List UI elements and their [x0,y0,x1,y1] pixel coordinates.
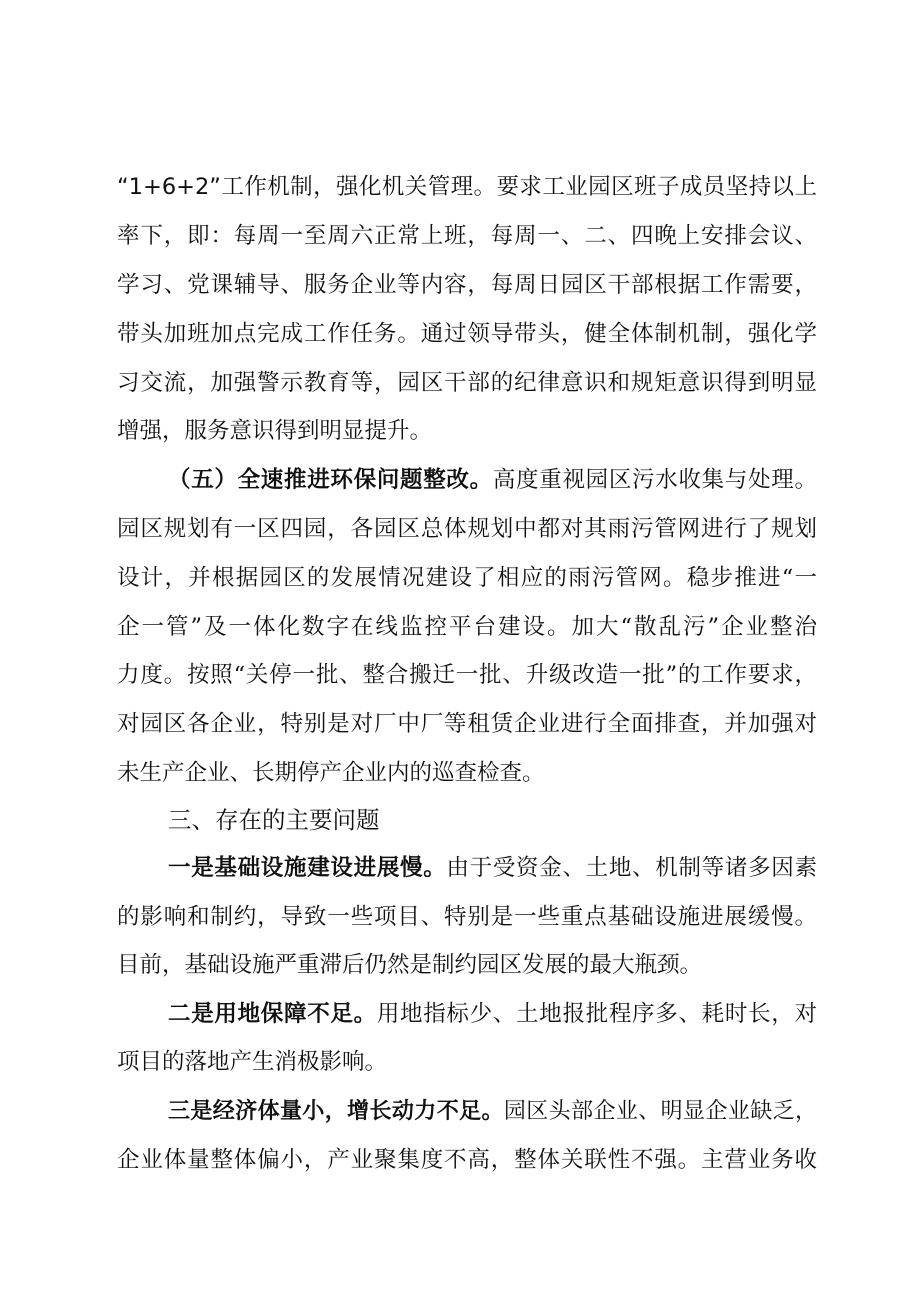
para2-line6: 对园区各企业，特别是对厂中厂等租赁企业进行全面排查，并加强对 [117,711,817,737]
issue3-line1-text: 园区头部企业、明显企业缺乏， [503,1099,817,1124]
issue1-heading: 一是基础设施建设进展慢。 [168,855,447,881]
issue2-line1 [168,999,817,1029]
para2-line3: 设计，并根据园区的发展情况建设了相应的雨污管网。稳步推进“一 [117,565,817,591]
issue2-line1-text: 用地指标少、土地报批程序多、耗时长，对 [376,1001,817,1027]
issue3-line1 [168,1096,817,1127]
para2-line1 [168,465,817,495]
para2-line1-text: 高度重视园区污水收集与处理。 [492,467,817,493]
issue1-line3: 目前，基础设施严重滞后仍然是制约园区发展的最大瓶颈。 [117,952,703,978]
issue3-heading: 三是经济体量小，增长动力不足。 [168,1098,504,1124]
para1-line2: 率下，即：每周一至周六正常上班，每周一、二、四晚上安排会议、 [117,223,817,249]
issue1-line1-text: 由于受资金、土地、机制等诸多因素 [446,855,817,881]
issue1-line2: 的影响和制约，导致一些项目、特别是一些重点基础设施进展缓慢。 [117,904,817,930]
para1-mechanism-code: “1+6+2” [117,174,221,200]
para2-line4: 企一管”及一体化数字在线监控平台建设。加大“散乱污”企业整治 [117,614,817,640]
issue3-line2: 企业体量整体偏小，产业聚集度不高，整体关联性不强。主营业务收 [117,1147,817,1173]
para2-line5: 力度。按照“关停一批、整合搬迁一批、升级改造一批”的工作要求， [117,662,817,688]
para1-line4: 带头加班加点完成工作任务。通过领导带头，健全体制机制，强化学 [117,321,817,347]
issue1-line1 [168,853,817,883]
para2-line7: 未生产企业、长期停产企业内的巡查检查。 [117,760,545,786]
para1-line5: 习交流，加强警示教育等，园区干部的纪律意识和规矩意识得到明显 [117,370,817,396]
para1-line1 [117,172,817,202]
para2-line2: 园区规划有一区四园，各园区总体规划中都对其雨污管网进行了规划 [117,516,817,542]
para1-line6: 增强，服务意识得到明显提升。 [117,418,433,444]
issue2-heading: 二是用地保障不足。 [168,1001,377,1027]
issue2-line2: 项目的落地产生消极影响。 [117,1049,388,1075]
para1-line3: 学习、党课辅导、服务企业等内容，每周日园区干部根据工作需要， [117,272,817,298]
section-title: 三、存在的主要问题 [168,806,380,834]
para2-heading: （五）全速推进环保问题整改。 [168,467,493,493]
para1-line1-text: 工作机制，强化机关管理。要求工业园区班子成员坚持以上 [220,174,817,200]
